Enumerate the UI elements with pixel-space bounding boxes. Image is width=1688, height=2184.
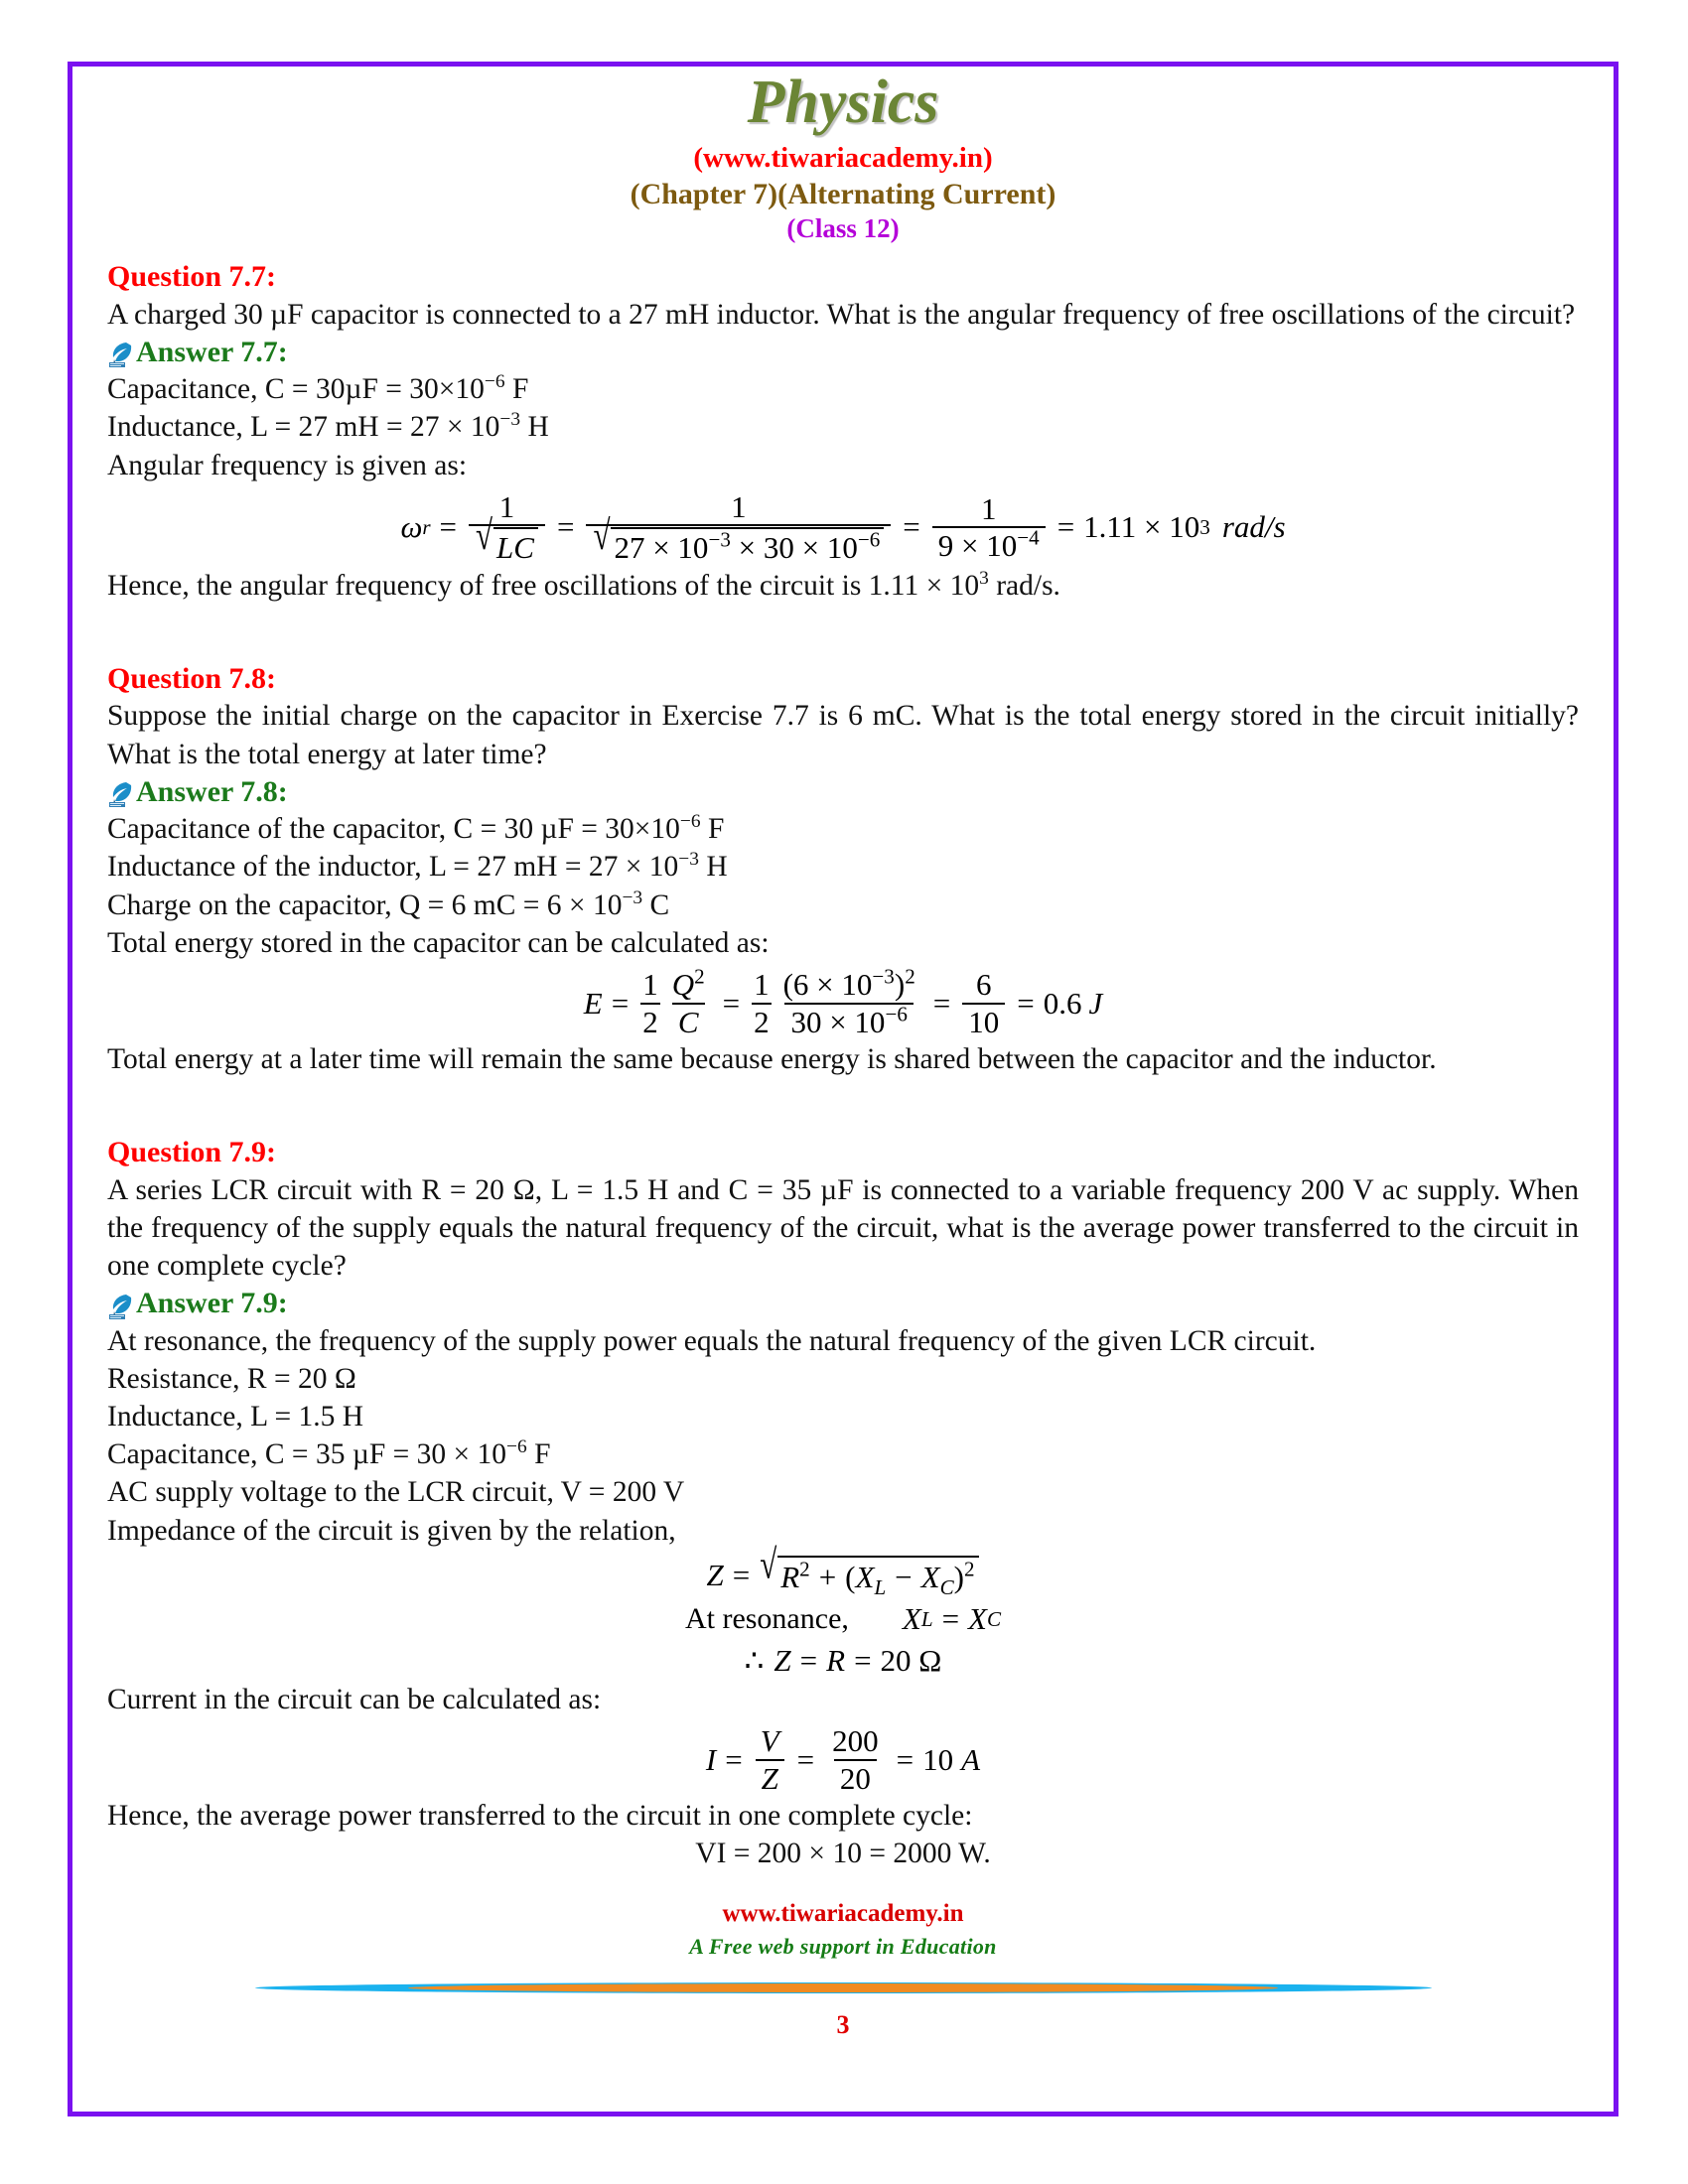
q-symbol: Q (671, 967, 695, 1003)
energy-symbol: E (583, 985, 603, 1021)
answer-line-7-8-4: Total energy stored in the capacitor can be calculated as: (107, 926, 770, 959)
radical-sign-2: √ (593, 511, 611, 559)
current-symbol: I (705, 1741, 717, 1777)
omega-result: 1.11 × 10 (1083, 509, 1200, 545)
XL-sub: L (874, 1575, 887, 1600)
radical-sign-1: √ (476, 511, 493, 559)
resonance-row: At resonance, X L = X C (684, 1600, 1002, 1636)
leaf-logo-icon (107, 1292, 135, 1321)
frac-1-over-9e-4 (932, 492, 1046, 563)
denom-exp-1: −3 (708, 527, 731, 552)
section-7-7 (107, 258, 1579, 605)
frac3-num: 1 (980, 490, 997, 526)
current-intro: Current in the circuit can be calculated as: (107, 1683, 602, 1715)
c-symbol: C (672, 1003, 705, 1038)
frac-1-sqrtLC (469, 490, 545, 565)
page-title: Physics (747, 68, 939, 136)
frac-half-1 (640, 968, 660, 1038)
Z-result-symbol: Z (774, 1642, 791, 1678)
radicand-values (611, 527, 884, 564)
question-text-7-9: A series LCR circuit with R = 20 Ω, L = 1.5 H and C = 35 µF is connected to a variable frequency 200 V ac supply. When the frequency of the supply equals the natural frequency of the circuit, what is the average power transferred to the circuit in one complete cycle? (107, 1173, 1579, 1283)
footer-divider-ornament (255, 1977, 1432, 1998)
XC-symbol: X (920, 1559, 940, 1594)
formula-current (107, 1724, 1579, 1795)
eq-e2: = (722, 985, 741, 1021)
eq-4: = (1056, 509, 1075, 545)
radical-sign-3: √ (760, 1540, 777, 1587)
six-num: 6 (975, 967, 992, 1003)
eq-e4: = (1017, 985, 1035, 1021)
R-result-symbol: R (826, 1642, 846, 1678)
sqrt-LC (476, 511, 538, 566)
page-number: 3 (836, 2009, 850, 2039)
resonance-label: At resonance, (684, 1601, 849, 1635)
spacer-1 (107, 605, 1579, 648)
q-exp: 2 (694, 964, 705, 989)
eq-z1: = (732, 1557, 751, 1592)
therefore-symbol: ∴ (744, 1642, 765, 1678)
page-footer (107, 1898, 1579, 2039)
answer-line-7-8-1: Capacitance of the capacitor, C = 30 $\mu F = 30\times 10^{-6}$ F (107, 811, 725, 846)
radicand-LC: LC (493, 527, 538, 564)
eq-e3: = (932, 985, 951, 1021)
omega-symbol: ω (400, 509, 423, 545)
frac-half-2 (752, 968, 772, 1038)
impedance-value-2: 20 (834, 1759, 877, 1795)
radicand-impedance: $R^2 + (X_L - X_C)^2$ (777, 1556, 978, 1595)
impedance-symbol: Z (706, 1557, 724, 1592)
R-exp: 2 (799, 1557, 810, 1581)
energy-num-b: ) (894, 967, 906, 1003)
energy-den-a: 30 × 10 (790, 1004, 886, 1039)
section-7-9 (107, 1134, 1579, 1872)
half2-den: 2 (754, 1004, 770, 1039)
energy-num-exp: −3 (872, 964, 895, 989)
nine-term: 9 × 10 (937, 528, 1018, 564)
half2-num: 1 (754, 967, 770, 1003)
frac-Q2-over-C (666, 964, 711, 1039)
impedance-result-row (107, 1643, 1579, 1679)
eq-zr2: = (854, 1642, 872, 1678)
half1-den: 2 (642, 1004, 658, 1039)
answer-line-7-7-3: Angular frequency is given as: (107, 449, 468, 481)
answer-line-7-9-2: Resistance, R = 20 Ω (107, 1362, 356, 1395)
frac3-den (932, 526, 1046, 562)
answer-line-7-8-2: Inductance of the inductor, L = 27 mH = $27 \times 10^{-3}$ H (107, 849, 728, 884)
answer-line-7-9-5: AC supply voltage to the LCR circuit, V = 200 V (107, 1476, 685, 1509)
voltage-value: 200 (832, 1723, 879, 1759)
power-intro: Hence, the average power transferred to the circuit in one complete cycle: (107, 1799, 973, 1832)
frac-1-sqrt-values (586, 490, 891, 565)
eq-zr1: = (799, 1642, 818, 1678)
energy-result: 0.6 (1043, 985, 1082, 1021)
answer-label-7-7: Answer 7.7: (136, 335, 288, 368)
power-result: VI = 200 × 10 = 2000 W. (695, 1838, 991, 1870)
denom-exp-2: −6 (857, 527, 881, 552)
eq-i3: = (896, 1741, 914, 1777)
denom-part-2: × 30 × 10 (730, 530, 858, 566)
divider-inner-lens (408, 1983, 1279, 1992)
half1-num: 1 (642, 967, 658, 1003)
eq-1: = (439, 509, 458, 545)
question-label-7-8: Question 7.8: (107, 661, 277, 695)
question-label-7-9: Question 7.9: (107, 1136, 277, 1169)
frac-energy-values (777, 964, 921, 1039)
document-header (107, 68, 1579, 246)
energy-num (777, 964, 921, 1003)
answer-line-7-9-3: Inductance, L = 1.5 H (107, 1401, 364, 1433)
header-class: (Class 12) (786, 213, 900, 244)
minus-op: − (895, 1559, 913, 1594)
sqrt-values (593, 511, 884, 566)
page-content (107, 68, 1579, 2040)
energy-den (784, 1003, 913, 1038)
eq-2: = (556, 509, 575, 545)
section-7-8 (107, 660, 1579, 1078)
current-unit: A (961, 1741, 981, 1777)
leaf-logo-icon (107, 779, 135, 809)
q-squared (666, 964, 711, 1003)
ten-den: 10 (962, 1003, 1005, 1038)
Z-symbol-2: Z (756, 1759, 784, 1795)
eq-e1: = (611, 985, 630, 1021)
res-XL: X (902, 1600, 921, 1636)
eq-res: = (941, 1600, 960, 1636)
answer-line-7-7-1: Capacitance, $C = 30\mu F = 30\times 10^{-6}$ F (107, 371, 529, 406)
sqrt-impedance (760, 1540, 978, 1600)
answer-line-7-8-3: Charge on the capacitor, Q = 6 mC = $6 \times 10^{-3}$ C (107, 887, 670, 921)
question-label-7-7: Question 7.7: (107, 260, 277, 294)
frac-V-over-Z (755, 1724, 785, 1795)
energy-num-sq: 2 (905, 964, 915, 989)
answer-line-7-9-6: Impedance of the circuit is given by the relation, (107, 1514, 676, 1547)
formula-angular-frequency: ω r = 1 √ LC = 1 √ $27 \times 10^{-3} \times 30 \times 10^{-6}$ = $\frac{1}{9 \times 10^{-4}}$ = 1.11 × 10 3 rad/s (400, 488, 1286, 566)
question-text-7-8: Suppose the initial charge on the capacitor in Exercise 7.7 is 6 mC. What is the total energy stored in the circuit initially? What is the total energy at later time? (107, 700, 1579, 770)
formula-energy (107, 964, 1579, 1039)
frac1-num: 1 (498, 488, 515, 524)
frac-200-over-20 (826, 1724, 885, 1795)
answer-line-7-7-2: Inductance, L = 27 mH = $27 \times 10^{-3}$ H (107, 409, 549, 444)
formula-impedance (107, 1540, 1579, 1600)
frac-6-over-10 (962, 968, 1005, 1038)
answer-line-7-9-1: At resonance, the frequency of the supply power equals the natural frequency of the given LCR circuit. (107, 1324, 1317, 1357)
denom-part-1: 27 × 10 (614, 530, 709, 566)
closing-7-7: Hence, the angular frequency of free oscillations of the circuit is $1.11 \times 10^3$ rad/s. (107, 567, 1060, 602)
question-text-7-7: A charged 30 µF capacitor is connected to a 27 mH inductor. What is the angular frequency of free oscillations of the circuit? (107, 298, 1576, 331)
spacer-2 (107, 1078, 1579, 1122)
omega-unit: rad/s (1221, 509, 1286, 545)
paren-exp: 2 (963, 1557, 975, 1581)
closing-7-8: Total energy at a later time will remain the same because energy is shared between the capacitor and the inductor. (107, 1042, 1437, 1075)
res-XC: X (968, 1600, 987, 1636)
nine-exp: −4 (1017, 525, 1040, 550)
leaf-logo-icon (107, 340, 135, 369)
eq-i2: = (796, 1741, 815, 1777)
header-chapter: (Chapter 7)(Alternating Current) (630, 177, 1056, 210)
header-website: (www.tiwariacademy.in) (693, 142, 993, 174)
eq-i1: = (725, 1741, 743, 1777)
frac1-den (469, 511, 545, 566)
footer-tagline: A Free web support in Education (689, 1933, 997, 1959)
eq-3: = (903, 509, 920, 545)
R-symbol: R (780, 1559, 800, 1594)
answer-label-7-8: Answer 7.8: (136, 774, 288, 808)
frac2-den (586, 511, 891, 566)
plus-op: + (818, 1559, 837, 1594)
V-symbol: V (760, 1723, 779, 1759)
impedance-value: 20 Ω (880, 1642, 942, 1678)
current-value: 10 (922, 1741, 954, 1777)
answer-line-7-9-4: Capacitance, C = 35 $\mu F = 30 \times 10^{-6}$ F (107, 1436, 551, 1471)
frac2-num: 1 (731, 488, 747, 524)
answer-label-7-7-row (107, 334, 1579, 371)
answer-label-7-8-row (107, 773, 1579, 811)
energy-den-exp: −6 (885, 1002, 908, 1026)
XL-symbol: X (855, 1559, 875, 1594)
footer-website: www.tiwariacademy.in (722, 1900, 964, 1928)
answer-label-7-9: Answer 7.9: (136, 1287, 288, 1320)
XC-sub: C (939, 1575, 954, 1600)
answer-label-7-9-row (107, 1285, 1579, 1322)
energy-num-a: (6 × 10 (782, 967, 873, 1003)
energy-unit: J (1088, 985, 1103, 1021)
